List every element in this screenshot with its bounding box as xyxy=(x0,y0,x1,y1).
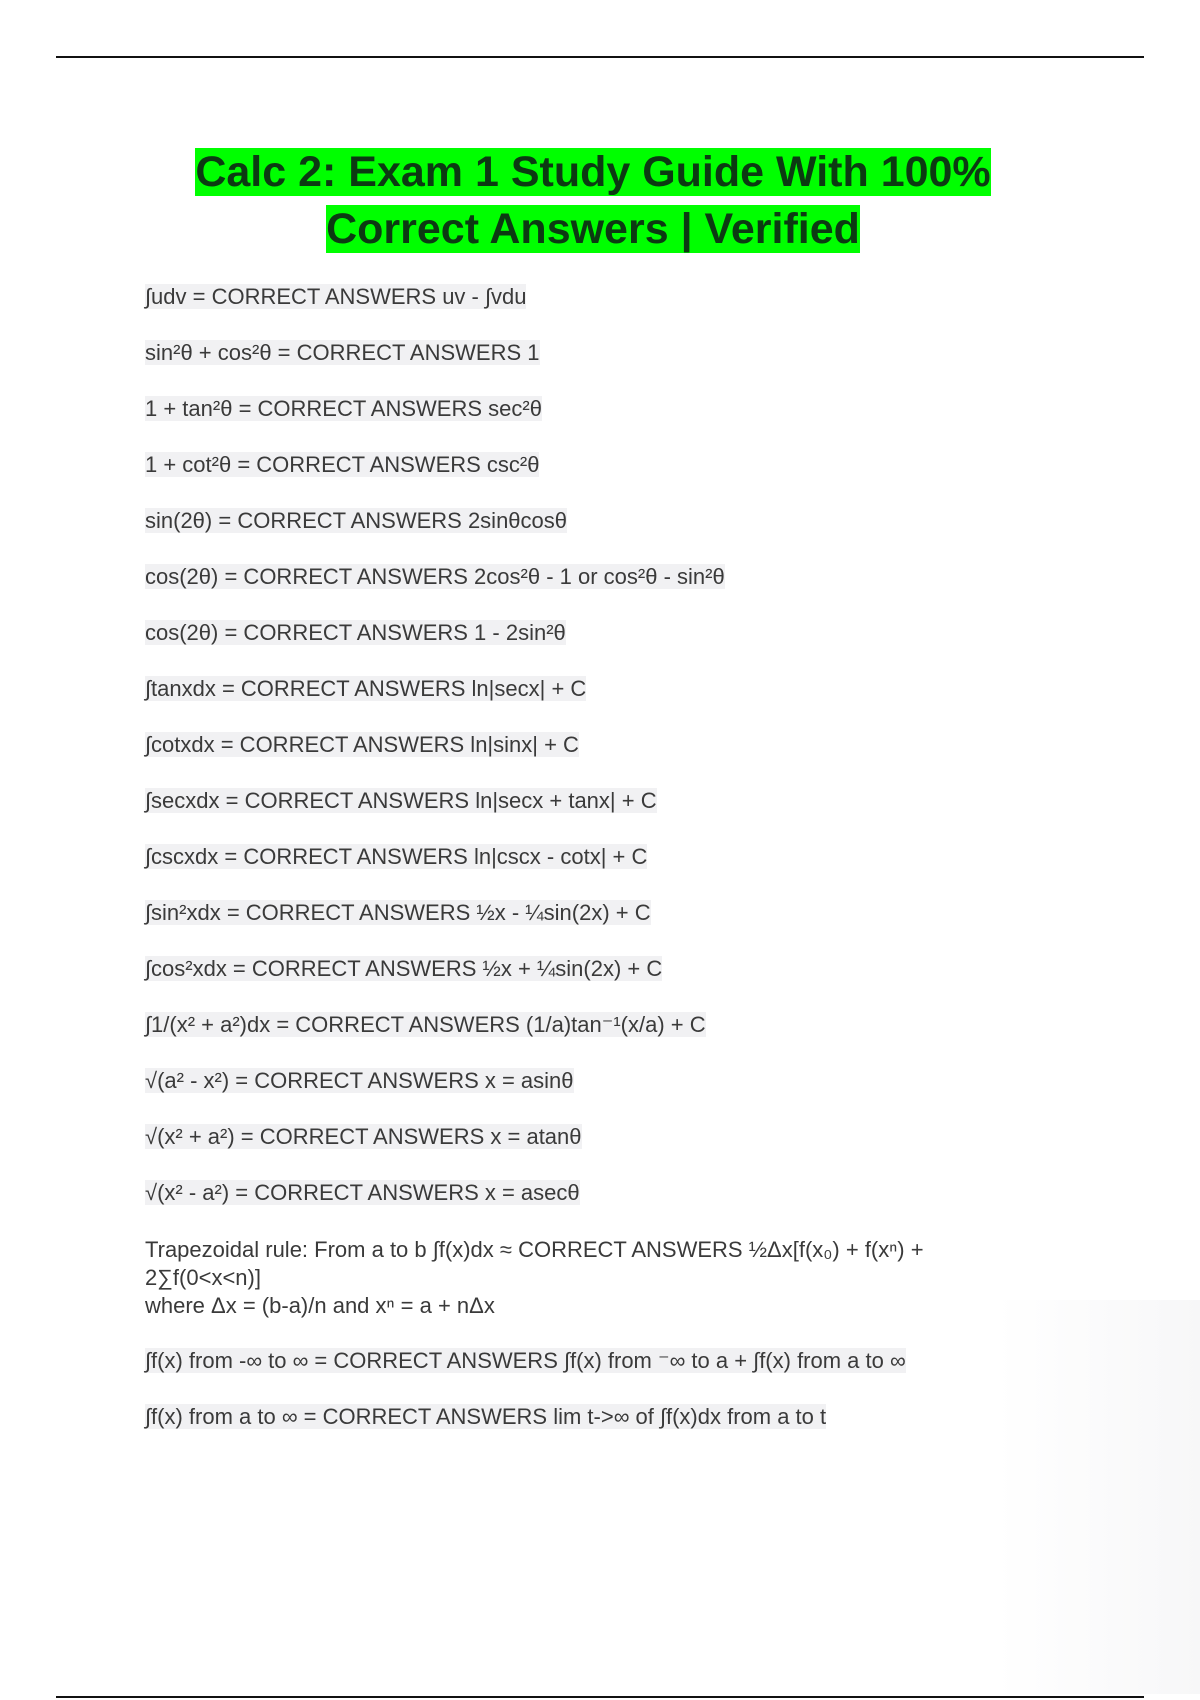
list-item: ∫cotxdx = CORRECT ANSWERS ln|sinx| + C xyxy=(145,732,579,757)
list-item: ∫f(x) from -∞ to ∞ = CORRECT ANSWERS ∫f(x) from ⁻∞ to a + ∫f(x) from a to ∞ xyxy=(145,1348,906,1373)
document-title xyxy=(146,144,1040,258)
list-item: 1 + tan²θ = CORRECT ANSWERS sec²θ xyxy=(145,396,542,421)
top-rule xyxy=(56,56,1144,58)
list-item: ∫sin²xdx = CORRECT ANSWERS ½x - ¼sin(2x) + C xyxy=(145,900,651,925)
list-item: ∫secxdx = CORRECT ANSWERS ln|secx + tanx| + C xyxy=(145,788,657,813)
list-item: ∫tanxdx = CORRECT ANSWERS ln|secx| + C xyxy=(145,676,587,701)
trapezoidal-rule-item xyxy=(145,1236,1035,1320)
list-item: sin²θ + cos²θ = CORRECT ANSWERS 1 xyxy=(145,340,540,365)
list-item: √(x² - a²) = CORRECT ANSWERS x = asecθ xyxy=(145,1180,580,1205)
entries-list xyxy=(145,284,1035,1460)
page-shadow xyxy=(996,1300,1200,1694)
list-item: 1 + cot²θ = CORRECT ANSWERS csc²θ xyxy=(145,452,540,477)
title-text: Calc 2: Exam 1 Study Guide With 100% Correct Answers | Verified xyxy=(195,148,991,253)
list-item: ∫cos²xdx = CORRECT ANSWERS ½x + ¼sin(2x) + C xyxy=(145,956,663,981)
trapezoid-line-3: where Δx = (b-a)/n and xⁿ = a + nΔx xyxy=(145,1293,495,1318)
list-item: √(a² - x²) = CORRECT ANSWERS x = asinθ xyxy=(145,1068,574,1093)
list-item: ∫1/(x² + a²)dx = CORRECT ANSWERS (1/a)tan⁻¹(x/a) + C xyxy=(145,1012,706,1037)
list-item: sin(2θ) = CORRECT ANSWERS 2sinθcosθ xyxy=(145,508,568,533)
list-item: cos(2θ) = CORRECT ANSWERS 2cos²θ - 1 or cos²θ - sin²θ xyxy=(145,564,725,589)
trapezoid-line-2: 2∑f(0<x<n)] xyxy=(145,1265,261,1290)
bottom-rule xyxy=(56,1696,1144,1698)
list-item: √(x² + a²) = CORRECT ANSWERS x = atanθ xyxy=(145,1124,582,1149)
list-item: cos(2θ) = CORRECT ANSWERS 1 - 2sin²θ xyxy=(145,620,566,645)
list-item: ∫cscxdx = CORRECT ANSWERS ln|cscx - cotx| + C xyxy=(145,844,648,869)
trapezoid-line-1: Trapezoidal rule: From a to b ∫f(x)dx ≈ CORRECT ANSWERS ½Δx[f(x₀) + f(xⁿ) + xyxy=(145,1237,924,1262)
list-item: ∫udv = CORRECT ANSWERS uv - ∫vdu xyxy=(145,284,527,309)
list-item: ∫f(x) from a to ∞ = CORRECT ANSWERS lim t->∞ of ∫f(x)dx from a to t xyxy=(145,1404,827,1429)
